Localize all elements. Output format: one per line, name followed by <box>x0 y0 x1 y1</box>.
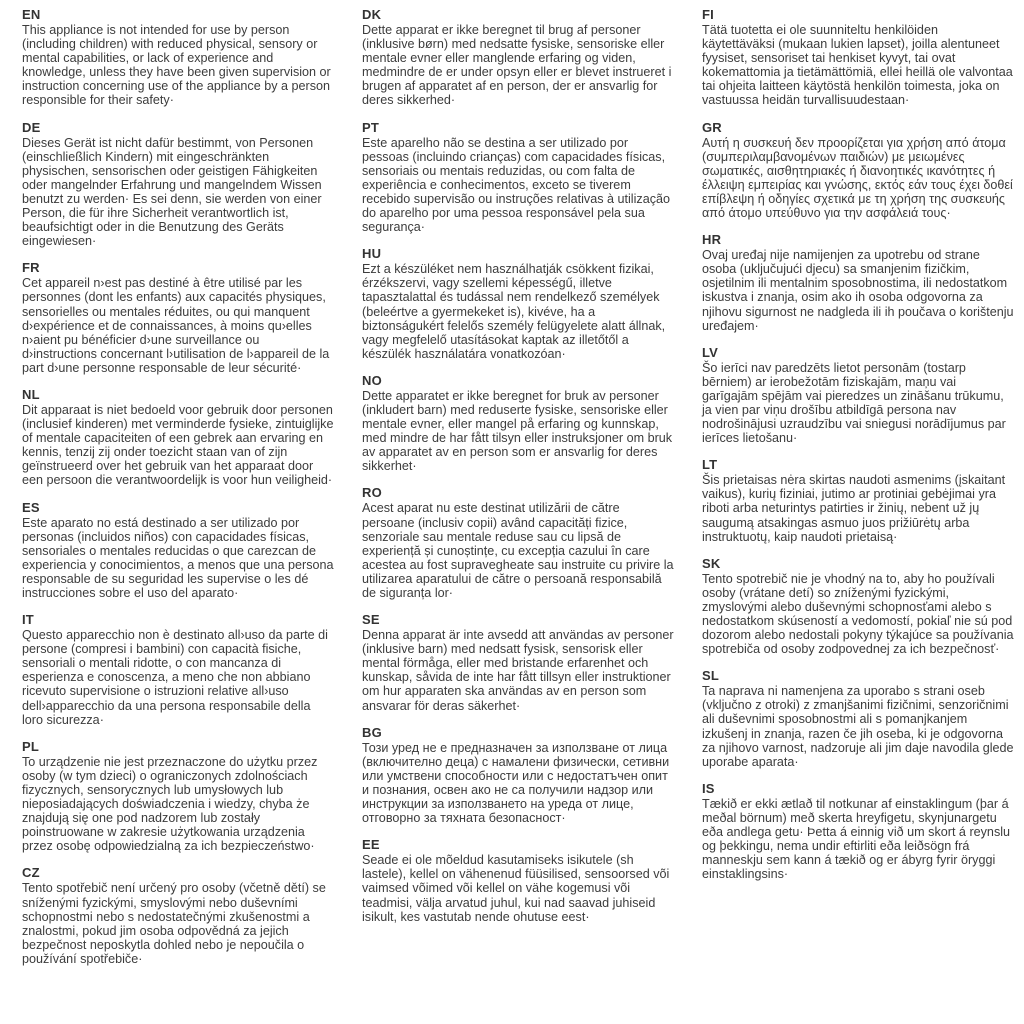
language-code-lt: LT <box>702 457 718 473</box>
language-section-gr <box>702 121 1014 221</box>
language-text-pt: Este aparelho não se destina a ser utilizado por pessoas (incluindo crianças) com capacidades físicas, sensoriais ou mentais reduzidas, ou com falta de experiência e conhecimentos, exceto se tiverem recebido supervisão ou instruções relativas à utilização do aparelho por uma pessoa responsável pela sua segurança· <box>362 135 671 235</box>
language-section-no <box>362 374 674 474</box>
language-section-hr <box>702 233 1014 333</box>
language-text-hr: Ovaj uređaj nije namijenjen za upotrebu od strane osoba (uključujući djecu) sa smanjenim fizičkim, osjetilnim ili mentalnim sposobnostima, ili nedostatkom iskustva i znanja, osim ako ih osoba odgovorna za njihovu sigurnost ne nadgleda ili ih poučava o korištenju uređajem· <box>702 248 1014 333</box>
language-section-fr <box>22 261 334 375</box>
language-text-ee: Seade ei ole mõeldud kasutamiseks isikutele (sh lastele), kellel on vähenenud füüsilised, sensoorsed või vaimsed võimed või kellel on vähe kogemusi või teadmisi, välja arvatud juhul, kui nad saavad juhiseid isikult, kes vastutab nende ohutuse eest· <box>362 853 670 924</box>
language-section-pl <box>22 740 334 854</box>
language-section-se <box>362 613 674 713</box>
language-code-hu: HU <box>362 246 382 262</box>
language-code-se: SE <box>362 612 380 628</box>
language-section-lt <box>702 458 1014 543</box>
language-text-fr: Cet appareil n›est pas destiné à être utilisé par les personnes (dont les enfants) aux capacités physiques, sensorielles ou mentales réduites, ou qui manquent d›expérience et de connaissances, à moins qu›elles n›aient pu bénéficier d›une surveillance ou d›instructions concernant l›utilisation de l›appareil de la part d›une personne responsable de leur sécurité· <box>22 276 330 375</box>
language-section-hu <box>362 247 674 361</box>
language-text-lv: Šo ierīci nav paredzēts lietot personām (tostarp bērniem) ar ierobežotām fiziskajām, maņu vai garīgajām spējām vai pieredzes un zināšanu trūkumu, ja vien par viņu drošību atbildīgā persona nav nodrošinājusi uzraudzību vai sniegusi norādījumus par ierīces lietošanu· <box>702 360 1006 446</box>
language-code-dk: DK <box>362 7 382 22</box>
language-text-es: Este aparato no está destinado a ser utilizado por personas (incluidos niños) con capacidades físicas, sensoriales o mentales reducidas o que carezcan de experiencia y conocimientos, a menos que una persona responsable de su seguridad les supervise o les dé instrucciones sobre el uso del aparato· <box>22 515 334 600</box>
language-section-sk <box>702 557 1014 657</box>
language-code-lv: LV <box>702 344 719 360</box>
language-code-nl: NL <box>22 386 40 402</box>
language-text-hu: Ezt a készüléket nem használhatják csökkent fizikai, érzékszervi, vagy szellemi képességű, illetve tapasztalattal és tudással nem rendelkező személyek (beleértve a gyermekeket is), kivéve, ha a biztonságukért felelős személy felügyelete alatt állnak, vagy megfelelő utasításokat kaptak az illetőtől a készülék használatára vonatkozóan· <box>362 262 666 361</box>
language-section-nl <box>22 388 334 488</box>
language-code-ee: EE <box>362 837 380 853</box>
language-text-fi: Tätä tuotetta ei ole suunniteltu henkilöiden käytettäväksi (mukaan lukien lapset), joilla alentuneet fyysiset, sensoriset tai henkiset kyvyt, tai ovat kokemattomia ja tietämättömiä, ellei heillä ole valvontaa tai ohjeita laitteen käytöstä henkilön toimesta, joka on vastuussa heidän turvallisuudestaan· <box>702 23 1013 108</box>
language-section-en <box>22 8 334 108</box>
language-code-pt: PT <box>362 119 380 135</box>
language-code-bg: BG <box>362 724 382 740</box>
language-section-pt <box>362 121 674 235</box>
language-code-cz: CZ <box>22 865 40 881</box>
language-code-no: NO <box>362 372 382 388</box>
language-text-ro: Acest aparat nu este destinat utilizării de către persoane (inclusiv copii) având capacități fizice, senzoriale sau mentale reduse sau cu lipsă de experiență și cunoștințe, cu excepția cazului în care acestea au fost supravegheate sau instruite cu privire la utilizarea aparatului de către o persoană responsabilă de siguranța lor· <box>362 501 674 600</box>
language-text-lt: Šis prietaisas nėra skirtas naudoti asmenims (įskaitant vaikus), kurių fiziniai, jutimo ar protiniai gebėjimai yra riboti arba neturintys patirties ir žinių, nebent už jų saugumą atsakingas asmuo juos prižiūrėtų arba instruktuotų, kaip naudoti prietaisą· <box>702 473 1006 544</box>
language-section-dk <box>362 8 674 108</box>
language-code-sk: SK <box>702 555 721 571</box>
language-code-it: IT <box>22 612 34 628</box>
language-text-se: Denna apparat är inte avsedd att användas av personer (inklusive barn) med nedsatt fysisk, sensorisk eller mental förmåga, eller med bristande erfarenhet och kunskap, såvida de inte har fått tillsyn eller instruktioner om hur apparaten ska användas av en person som ansvarar för deras säkerhet· <box>362 628 674 713</box>
language-code-fr: FR <box>22 260 40 276</box>
language-code-sl: SL <box>702 668 720 684</box>
language-text-nl: Dit apparaat is niet bedoeld voor gebruik door personen (inclusief kinderen) met verminderde fysieke, zintuiglijke of mentale capaciteiten of een gebrek aan ervaring en kennis, tenzij zij onder toezicht staan van of zijn geïnstrueerd over het gebruik van het apparaat door een persoon die verantwoordelijk is voor hun veiligheid· <box>22 402 334 488</box>
language-text-pl: To urządzenie nie jest przeznaczone do użytku przez osoby (w tym dzieci) o ograniczonych zdolnościach fizycznych, sensorycznych lub umysłowych lub nieposiadających doświadczenia i wiedzy, chyba że znajdują się one pod nadzorem lub zostały poinstruowane w zakresie użytkowania urządzenia przez osobę odpowiedzialną za ich bezpieczeństwo· <box>22 754 318 854</box>
language-section-fi <box>702 8 1014 108</box>
language-text-is: Tækið er ekki ætlað til notkunar af einstaklingum (þar á meðal börnum) með skerta hreyfigetu, skynjunargetu eða andlega getu· Þetta á einnig við um skort á reynslu og þekkingu, nema undir eftirliti eða leiðsögn frá manneskju sem kann á tækið og er ábyrg fyrir öryggi einstaklingsins· <box>702 796 1011 882</box>
language-section-bg <box>362 726 674 826</box>
text-column-2 <box>362 8 674 1016</box>
language-text-de: Dieses Gerät ist nicht dafür bestimmt, von Personen (einschließlich Kindern) mit eingeschränkten physischen, sensorischen oder geistigen Fähigkeiten oder mangelnder Erfahrung und mangelndem Wissen benutzt zu werden· Es sei denn, sie werden von einer Person, die für ihre Sicherheit verantwortlich ist, beaufsichtigt oder in die Benutzung des Geräts eingewiesen· <box>22 135 322 249</box>
language-code-es: ES <box>22 499 40 515</box>
language-code-pl: PL <box>22 738 40 754</box>
language-code-hr: HR <box>702 232 722 248</box>
language-code-de: DE <box>22 119 41 135</box>
language-text-en: This appliance is not intended for use by person (including children) with reduced physical, sensory or mental capabilities, or lack of experience and knowledge, unless they have been given supervision or instruction concerning use of the appliance by a person responsible for their safety· <box>22 23 331 108</box>
language-section-cz <box>22 866 334 966</box>
language-section-sl <box>702 669 1014 769</box>
language-code-ro: RO <box>362 485 382 501</box>
language-code-is: IS <box>702 780 715 796</box>
language-text-sk: Tento spotrebič nie je vhodný na to, aby ho používali osoby (vrátane detí) so zníženými fyzickými, zmyslovými alebo duševnými schopnosťami alebo s nedostatkom skúseností a vedomostí, pokiaľ nie sú pod dozorom alebo nedostali pokyny týkajúce sa používania spotrebiča od osoby zodpovednej za ich bezpečnosť· <box>702 571 1014 657</box>
language-text-cz: Tento spotřebič není určený pro osoby (včetně dětí) se sníženými fyzickými, smyslovými nebo duševními schopnostmi nebo s nedostatečnými zkušenostmi a znalostmi, pokud jim osoba odpovědná za jejich bezpečnost neposkytla dohled nebo je nepoučila o používání spotřebiče· <box>22 881 326 966</box>
language-text-gr: Αυτή η συσκευή δεν προορίζεται για χρήση από άτομα (συμπεριλαμβανομένων παιδιών) με μειωμένες σωματικές, αισθητηριακές ή διανοητικές ικανότητες ή έλλειψη εμπειρίας και γνώσης, εκτός εάν τους έχει δοθεί επίβλεψη ή οδηγίες σχετικά με τη χρήση της συσκευής από άτομο υπεύθυνο για την ασφάλειά τους· <box>702 135 1013 221</box>
language-section-ro <box>362 486 674 600</box>
language-section-lv <box>702 346 1014 446</box>
text-column-1 <box>22 8 334 1016</box>
language-section-it <box>22 613 334 727</box>
language-text-it: Questo apparecchio non è destinato all›uso da parte di persone (compresi i bambini) con capacità fisiche, sensoriali o mentali ridotte, o con mancanza di esperienza e conoscenza, a meno che non abbiano ricevuto supervisione o istruzioni relative all›uso dell›apparecchio da una persona responsabile della loro sicurezza· <box>22 628 328 727</box>
language-text-no: Dette apparatet er ikke beregnet for bruk av personer (inkludert barn) med reduserte fysiske, sensoriske eller mentale evner, eller mangel på erfaring og kunnskap, med mindre de har fått tilsyn eller instruksjoner om bruk av apparatet av en person som er ansvarlig for deres sikkerhet· <box>362 388 673 474</box>
text-column-3 <box>702 8 1014 1016</box>
language-section-es <box>22 501 334 601</box>
language-section-ee <box>362 838 674 923</box>
language-code-gr: GR <box>702 119 722 135</box>
language-text-sl: Ta naprava ni namenjena za uporabo s strani oseb (vključno z otroki) z zmanjšanimi fizičnimi, senzoričnimi ali duševnimi sposobnostmi ali s pomanjkanjem izkušenj in znanja, razen če jih oseba, ki je odgovorna za njihovo varnost, nadzoruje ali jim daje navodila glede uporabe aparata· <box>702 684 1014 769</box>
language-section-is <box>702 782 1014 882</box>
language-code-fi: FI <box>702 7 714 22</box>
language-code-en: EN <box>22 7 41 22</box>
language-text-dk: Dette apparat er ikke beregnet til brug af personer (inklusive børn) med nedsatte fysiske, sensoriske eller mentale evner eller manglende erfaring og viden, medmindre de er under opsyn eller er blevet instrueret i brugen af apparatet af en person, der er ansvarlig for deres sikkerhed· <box>362 23 672 108</box>
language-text-bg: Този уред не е предназначен за използване от лица (включително деца) с намалени физически, сетивни или умствени способности или с недостатъчен опит и познания, освен ако не са получили надзор или инструкции за използването на уреда от лице, отговорно за тяхната безопасност· <box>362 740 670 826</box>
language-section-de <box>22 121 334 249</box>
